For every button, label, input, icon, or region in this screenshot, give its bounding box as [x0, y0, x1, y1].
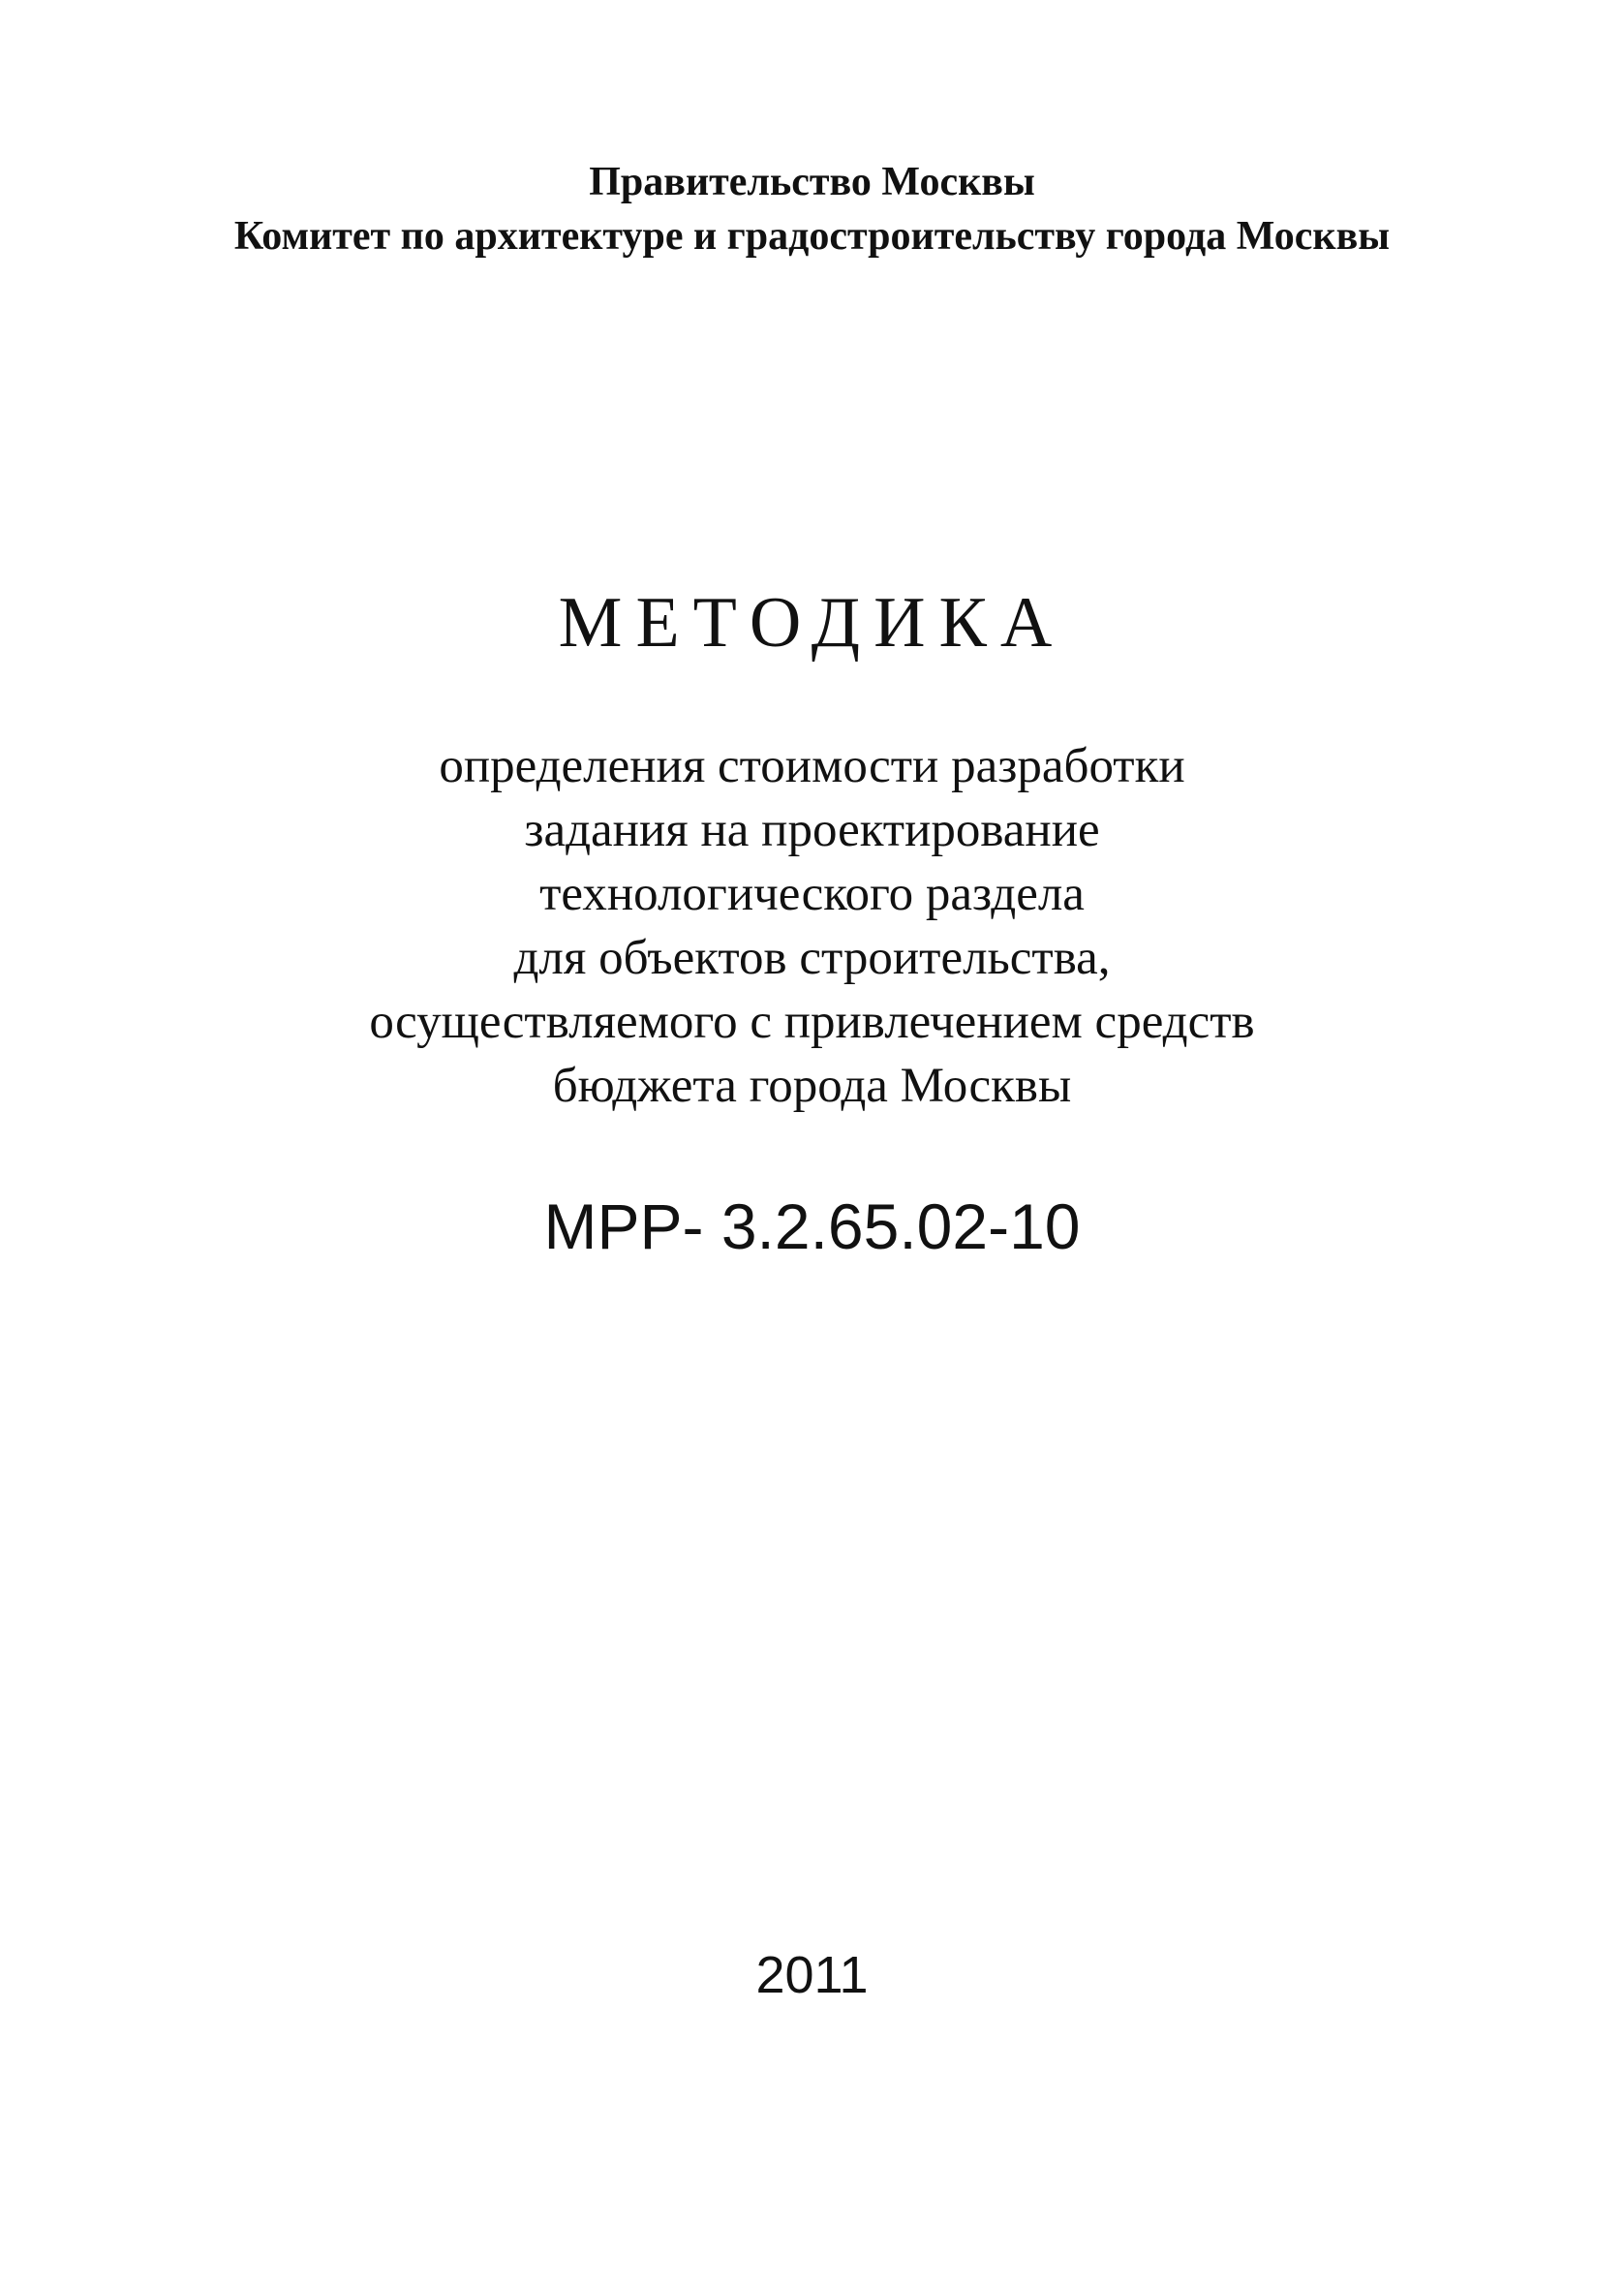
- subtitle-line: технологического раздела: [539, 867, 1085, 921]
- subtitle-line: для объектов строительства,: [513, 931, 1111, 985]
- subtitle-line: бюджета города Москвы: [552, 1059, 1072, 1113]
- document-code: МРР- 3.2.65.02-10: [543, 1190, 1081, 1262]
- subtitle-line: осуществляемого с привлечением средств: [369, 995, 1255, 1049]
- document-subtitle: [0, 734, 1624, 1118]
- government-name: Правительство Москвы: [589, 160, 1035, 204]
- committee-name: Комитет по архитектуре и градостроительству города Москвы: [233, 214, 1391, 259]
- subtitle-line: задания на проектирование: [524, 803, 1100, 857]
- subtitle-line: определения стоимости разработки: [439, 739, 1185, 793]
- document-title: МЕТОДИКА: [558, 583, 1066, 663]
- issuer-header: [0, 155, 1624, 263]
- publication-year: 2011: [755, 1946, 869, 2004]
